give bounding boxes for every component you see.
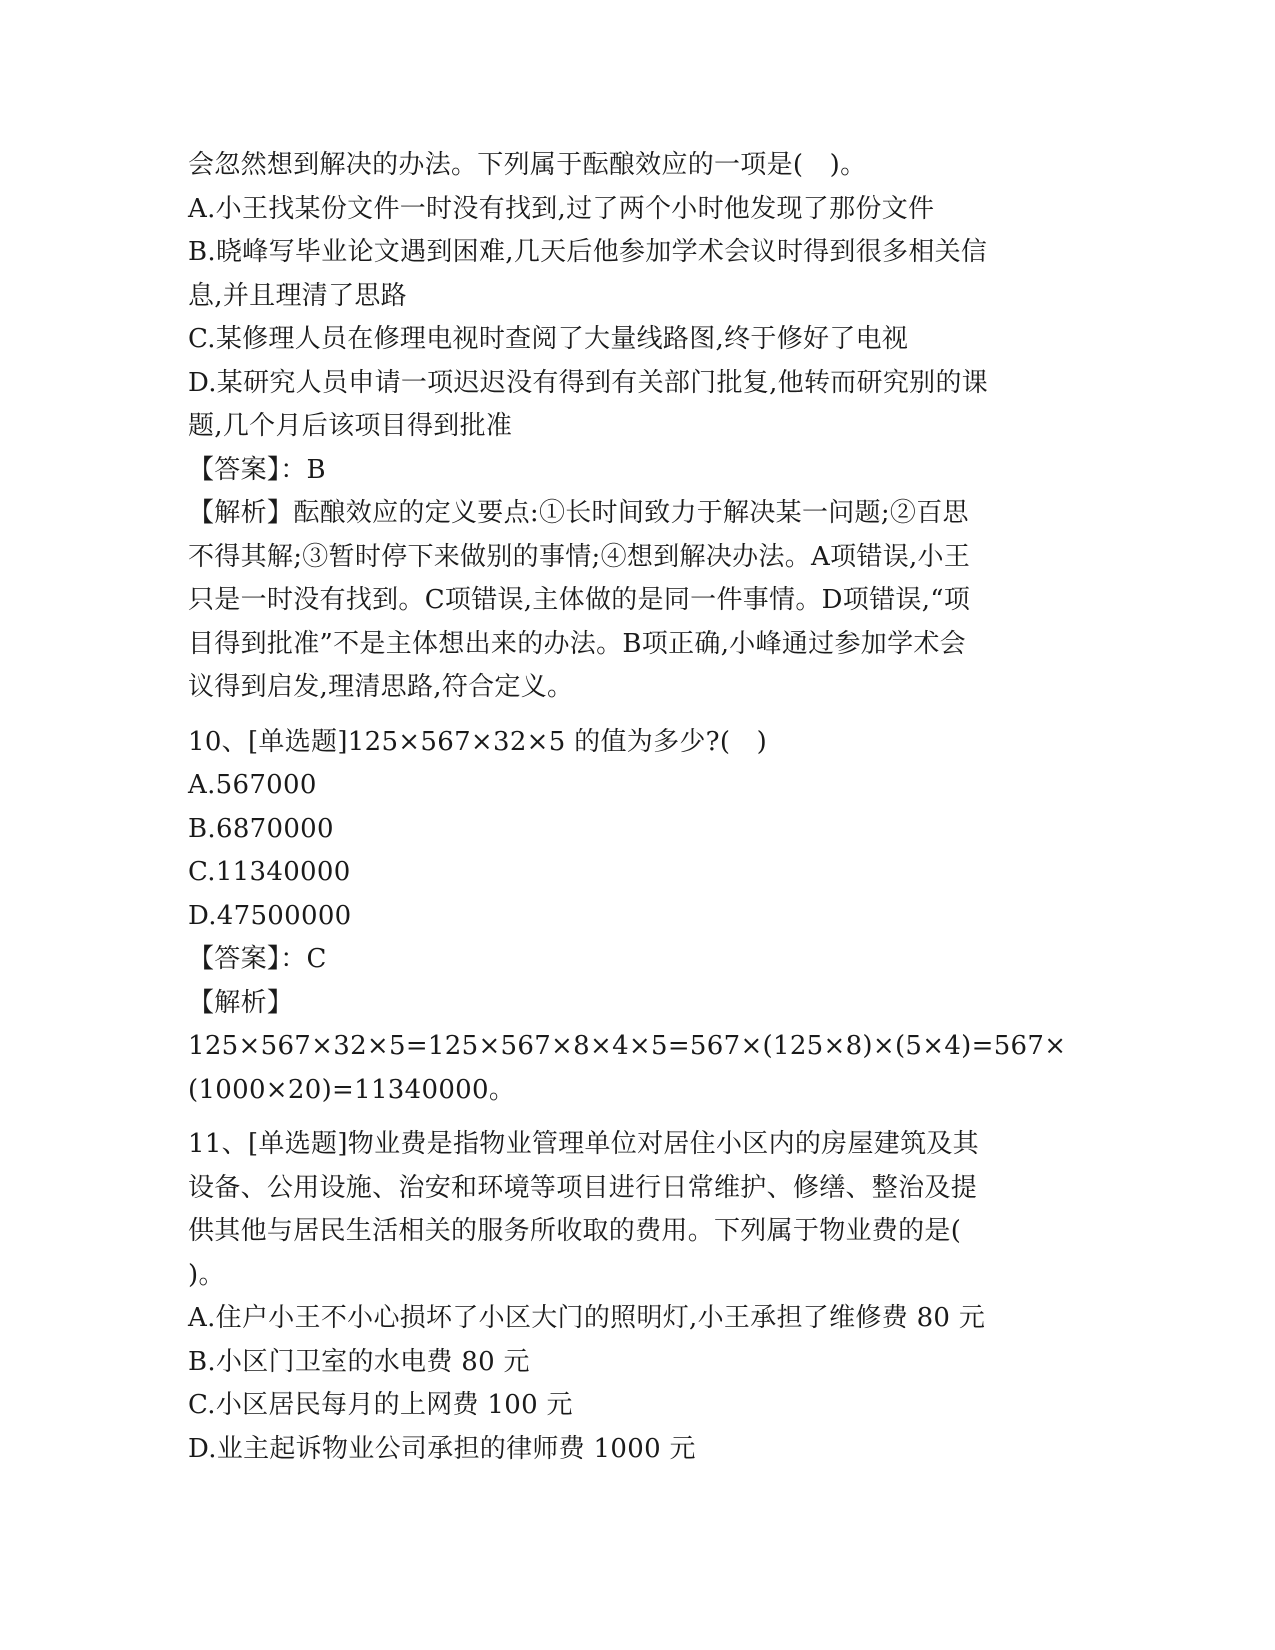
spacer [188, 1112, 1088, 1123]
answer: 【答案】：C [188, 944, 327, 974]
option-a: A.小王找某份文件一时没有找到,过了两个小时他发现了那份文件 [188, 193, 935, 224]
option-d: D.业主起诉物业公司承担的律师费 1000 元 [188, 1433, 696, 1464]
question-11 [188, 1123, 1088, 1471]
answer: 【答案】：B [188, 454, 326, 485]
analysis-line-2: 不得其解;③暂时停下来做别的事情;④想到解决办法。A项错误,小王 [188, 541, 971, 572]
option-b-line-1: B.晓峰写毕业论文遇到困难,几天后他参加学术会议时得到很多相关信 [188, 237, 988, 267]
analysis-line-4: 目得到批准”不是主体想出来的办法。B项正确,小峰通过参加学术会 [188, 628, 966, 659]
analysis-line-2: (1000×20)=11340000。 [188, 1074, 516, 1105]
option-c: C.11340000 [188, 857, 351, 887]
option-c: C.某修理人员在修理电视时查阅了大量线路图,终于修好了电视 [188, 324, 909, 354]
option-c: C.小区居民每月的上网费 100 元 [188, 1390, 573, 1420]
analysis-line-1: 125×567×32×5=125×567×8×4×5=567×(125×8)×(5×4)=567× [188, 1031, 1067, 1061]
option-d-line-2: 题,几个月后该项目得到批准 [188, 411, 513, 441]
option-b: B.小区门卫室的水电费 80 元 [188, 1346, 530, 1377]
question-stem: 10、[单选题]125×567×32×5 的值为多少?( ) [188, 726, 768, 757]
document-page [188, 144, 1088, 1471]
option-b: B.6870000 [188, 813, 334, 844]
question-stem-tail: 会忽然想到解决的办法。下列属于酝酿效应的一项是( )。 [188, 150, 867, 180]
question-stem-line-4: )。 [188, 1259, 225, 1290]
analysis-line-5: 议得到启发,理清思路,符合定义。 [188, 672, 574, 702]
question-stem-line-1: 11、[单选题]物业费是指物业管理单位对居住小区内的房屋建筑及其 [188, 1129, 979, 1159]
option-d-line-1: D.某研究人员申请一项迟迟没有得到有关部门批复,他转而研究别的课 [188, 367, 989, 398]
option-a: A.住户小王不小心损坏了小区大门的照明灯,小王承担了维修费 80 元 [188, 1303, 986, 1333]
option-b-line-2: 息,并且理清了思路 [188, 280, 407, 311]
question-9 [188, 144, 1088, 710]
analysis-line-3: 只是一时没有找到。C项错误,主体做的是同一件事情。D项错误,“项 [188, 585, 971, 615]
analysis-label: 【解析】 [188, 987, 294, 1018]
question-10 [188, 721, 1088, 1113]
question-stem-line-3: 供其他与居民生活相关的服务所收取的费用。下列属于物业费的是( [188, 1216, 962, 1246]
analysis-line-1: 【解析】酝酿效应的定义要点:①长时间致力于解决某一问题;②百思 [188, 498, 969, 528]
question-stem-line-2: 设备、公用设施、治安和环境等项目进行日常维护、修缮、整治及提 [188, 1172, 978, 1203]
option-d: D.47500000 [188, 900, 352, 931]
option-a: A.567000 [188, 770, 317, 800]
spacer [188, 710, 1088, 721]
